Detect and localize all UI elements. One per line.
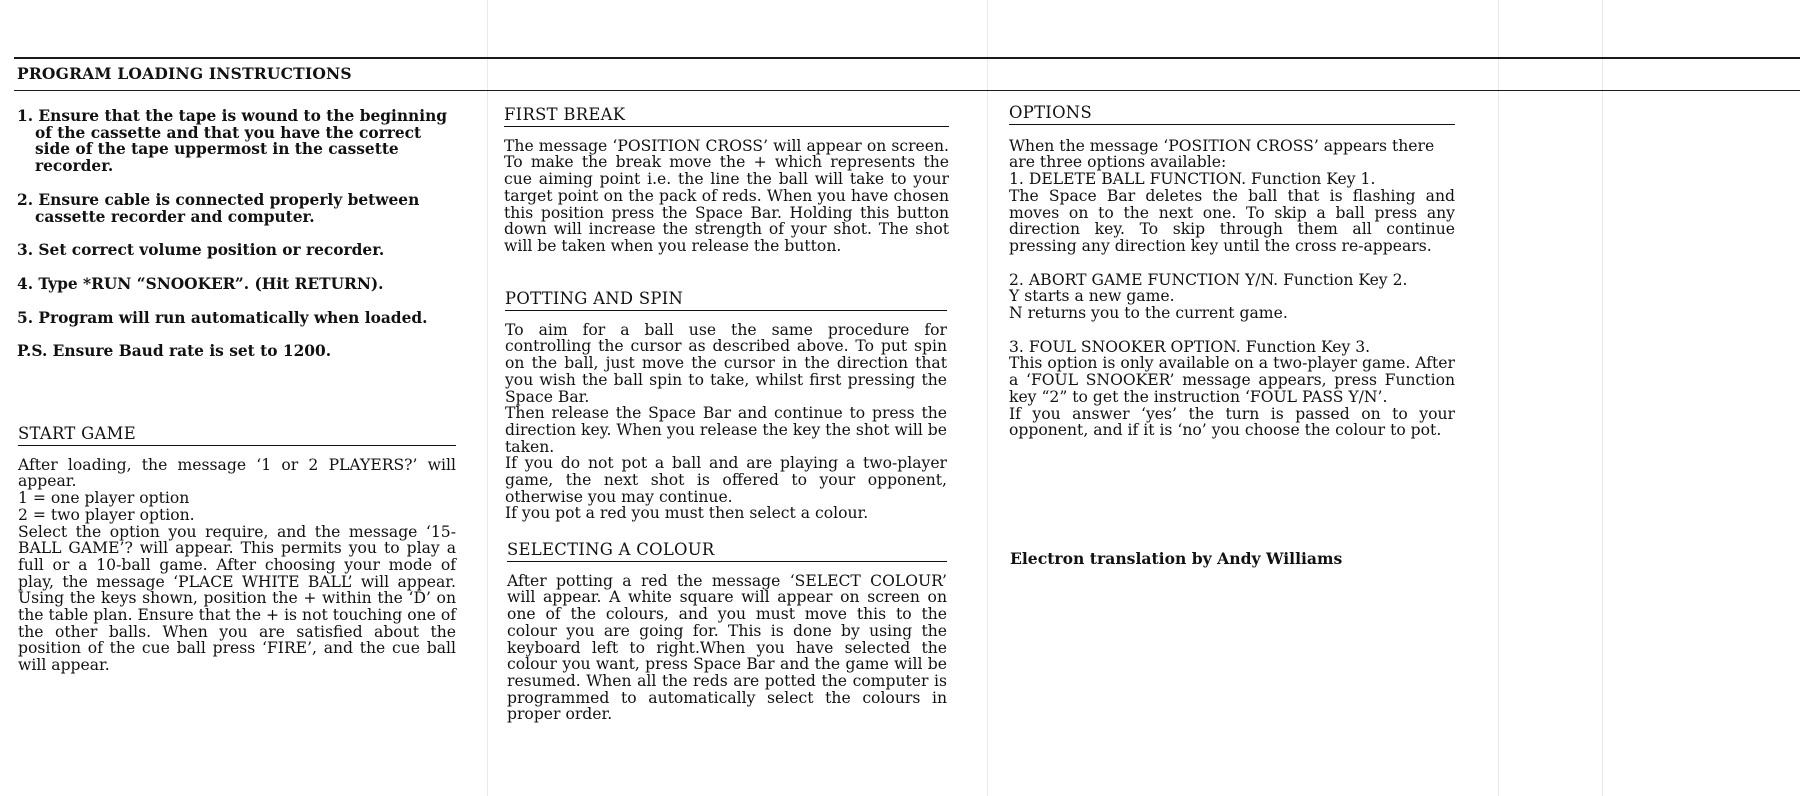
selecting-a-colour-body bbox=[507, 573, 947, 723]
paragraph: To aim for a ball use the same procedure for controlling the cursor as described above. To put spin on the ball, just move the cursor in the direction that you wish the ball spin to take, whilst first pressing the Space Bar. bbox=[505, 320, 947, 406]
fold-line bbox=[1602, 0, 1603, 796]
fold-line bbox=[1498, 0, 1499, 796]
first-break-title: FIRST BREAK bbox=[504, 107, 949, 127]
loading-steps-list bbox=[17, 108, 452, 326]
start-game-title: START GAME bbox=[18, 426, 456, 446]
loading-step: 2. Ensure cable is connected properly between cassette recorder and computer. bbox=[17, 190, 420, 226]
first-break-body bbox=[504, 138, 949, 255]
loading-steps-column bbox=[17, 108, 452, 360]
loading-step: 4. Type *RUN “SNOOKER”. (Hit RETURN). bbox=[17, 274, 384, 293]
credit-line: Electron translation by Andy Williams bbox=[1010, 549, 1343, 568]
paragraph: 1 = one player option bbox=[18, 489, 190, 508]
options-body bbox=[1009, 138, 1455, 439]
options-title: OPTIONS bbox=[1009, 105, 1455, 125]
potting-and-spin-section bbox=[505, 291, 947, 522]
option-heading: 2. ABORT GAME FUNCTION Y/N. Function Key 2. bbox=[1009, 270, 1408, 289]
paragraph: If you answer ‘yes’ the turn is passed on to your opponent, and if it is ‘no’ you choose the colour to pot. bbox=[1009, 404, 1455, 440]
start-game-section bbox=[18, 426, 456, 674]
fold-line bbox=[987, 0, 988, 796]
option-heading: 3. FOUL SNOOKER OPTION. Function Key 3. bbox=[1009, 337, 1371, 356]
paragraph: The message ‘POSITION CROSS’ will appear on screen. To make the break move the + which represents the cue aiming point i.e. the line the ball will take to your target point on the pack of reds. When you have chosen this position press the Space Bar. Holding this button down will increase the strength of your shot. The shot will be taken when you release the button. bbox=[504, 136, 949, 255]
paragraph: If you pot a red you must then select a colour. bbox=[505, 504, 869, 523]
paragraph: 2 = two player option. bbox=[18, 505, 195, 524]
first-break-section bbox=[504, 107, 949, 255]
header-top-rule bbox=[14, 57, 1800, 59]
header-bottom-rule bbox=[14, 90, 1800, 91]
start-game-body bbox=[18, 457, 456, 674]
paragraph: After potting a red the message ‘SELECT COLOUR’ will appear. A white square will appear on screen on one of the colours, and you must move this to the colour you are going for. This is done by using the keyboard left to right.When you have selected the colour you want, press Space Bar and the game will be resumed. When all the reds are potted the computer is programmed to automatically select the colours in proper order. bbox=[507, 571, 947, 724]
loading-step: 3. Set correct volume position or recorder. bbox=[17, 241, 385, 260]
option-heading: 1. DELETE BALL FUNCTION. Function Key 1. bbox=[1009, 170, 1376, 189]
page-title: PROGRAM LOADING INSTRUCTIONS bbox=[17, 64, 352, 83]
potting-and-spin-body bbox=[505, 322, 947, 522]
paragraph: N returns you to the current game. bbox=[1009, 304, 1288, 323]
paragraph: Then release the Space Bar and continue to press the direction key. When you release the key the shot will be taken. bbox=[505, 404, 947, 456]
loading-step: 1. Ensure that the tape is wound to the beginning of the cassette and that you have the correct side of the tape uppermost in the cassette recorder. bbox=[17, 107, 448, 176]
ps-note: P.S. Ensure Baud rate is set to 1200. bbox=[17, 342, 332, 361]
potting-and-spin-title: POTTING AND SPIN bbox=[505, 291, 947, 311]
fold-line bbox=[487, 0, 488, 796]
paragraph: Select the option you require, and the message ‘15-BALL GAME’? will appear. This permits you to play a full or a 10-ball game. After choosing your mode of play, the message ‘PLACE WHITE BALL’ will appear. Using the keys shown, position the + within the ‘D’ on the table plan. Ensure that the + is not touching one of the other balls. When you are satisfied about the position of the cue ball press ‘FIRE’, and the cue ball will appear. bbox=[18, 522, 456, 675]
paragraph: The Space Bar deletes the ball that is flashing and moves on to the next one. To skip a ball press any direction key. To skip through them all continue pressing any direction key until the cross re-appears. bbox=[1009, 186, 1455, 255]
options-section bbox=[1009, 105, 1455, 439]
paragraph: If you do not pot a ball and are playing a two-player game, the next shot is offered to your opponent, otherwise you may continue. bbox=[505, 454, 947, 506]
paragraph: Y starts a new game. bbox=[1009, 287, 1175, 306]
selecting-a-colour-section bbox=[507, 542, 947, 723]
loading-step: 5. Program will run automatically when loaded. bbox=[17, 308, 428, 327]
paragraph: When the message ‘POSITION CROSS’ appears there are three options available: bbox=[1009, 136, 1435, 172]
paragraph: After loading, the message ‘1 or 2 PLAYERS?’ will appear. bbox=[18, 455, 456, 491]
selecting-a-colour-title: SELECTING A COLOUR bbox=[507, 542, 947, 562]
paragraph: This option is only available on a two-player game. After a ‘FOUL SNOOKER’ message appears, press Function key “2” to get the instruction ‘FOUL PASS Y/N’. bbox=[1009, 354, 1455, 406]
